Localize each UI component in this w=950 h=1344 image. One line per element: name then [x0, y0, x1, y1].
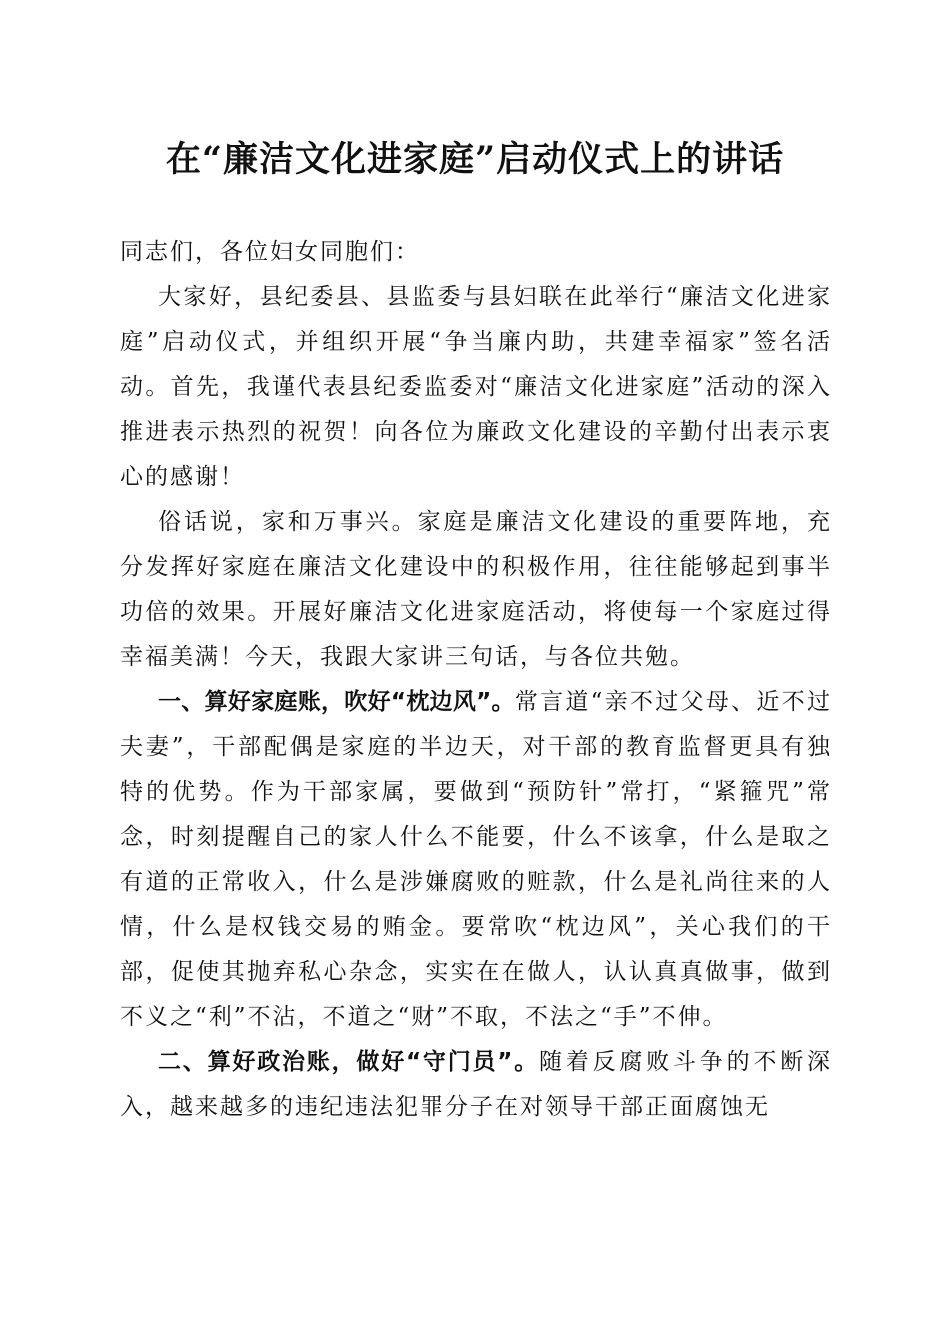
paragraph-text: 随着反腐败斗争的不断深入，越来越多的违纪违法犯罪分子在对领导干部正面腐蚀无: [120, 1049, 833, 1120]
paragraph-text: 大家好，县纪委县、县监委与县妇联在此举行“廉洁文化进家庭”启动仪式，并组织开展“争当廉内助，共建幸福家”签名活动。首先，我谨代表县纪委监委对“廉洁文化进家庭”活动的深入推进表示热烈的祝贺！向各位为廉政文化建设的辛勤付出表示衷心的感谢！: [120, 284, 832, 490]
paragraph: [120, 500, 832, 680]
paragraph-text: 俗话说，家和万事兴。家庭是廉洁文化建设的重要阵地，充分发挥好家庭在廉洁文化建设中的积极作用，往往能够起到事半功倍的效果。开展好廉洁文化进家庭活动，将使每一个家庭过得幸福美满！今天，我跟大家讲三句话，与各位共勉。: [120, 509, 832, 670]
paragraph: [120, 275, 832, 500]
document-body: [120, 230, 832, 1130]
paragraph-text: 常言道“亲不过父母、近不过夫妻”，干部配偶是家庭的半边天，对干部的教育监督更具有独特的优势。作为干部家属，要做到“预防针”常打，“紧箍咒”常念，时刻提醒自己的家人什么不能要，什么不该拿，什么是取之有道的正常收入，什么是涉嫌腐败的赃款，什么是礼尚往来的人情，什么是权钱交易的贿金。要常吹“枕边风”，关心我们的干部，促使其抛弃私心杂念，实实在在做人，认认真真做事，做到不义之“利”不沾，不道之“财”不取，不法之“手”不伸。: [120, 689, 832, 1030]
document-title: 在“廉洁文化进家庭”启动仪式上的讲话: [165, 139, 785, 180]
salutation: 同志们，各位妇女同胞们：: [120, 239, 420, 265]
section-heading-2: 二、算好政治账，做好“守门员”。: [158, 1049, 540, 1075]
paragraph: [120, 680, 832, 1040]
paragraph: [120, 1040, 832, 1130]
section-heading-1: 一、算好家庭账，吹好“枕边风”。: [158, 689, 515, 715]
